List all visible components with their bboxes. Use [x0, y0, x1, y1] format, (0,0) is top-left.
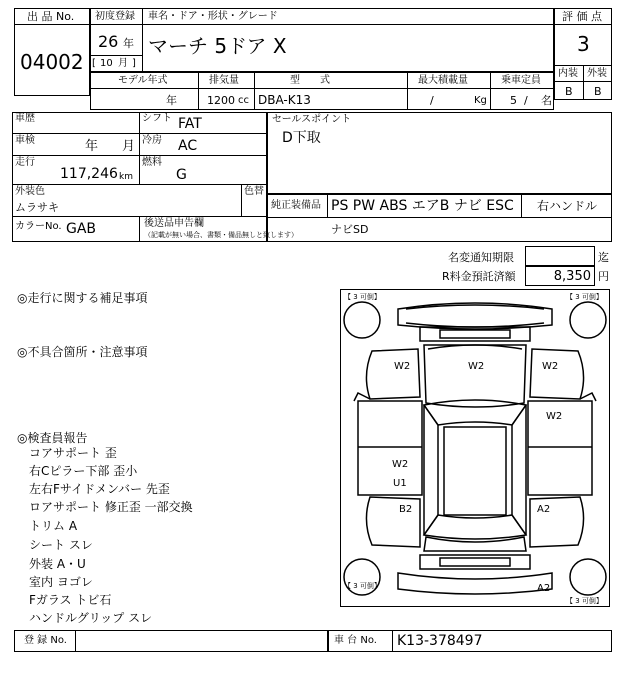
- year-unit: 年: [123, 37, 134, 50]
- car-name-label: 車名・ドア・形状・グレード: [148, 11, 278, 22]
- inspection-label: 車検: [15, 135, 35, 146]
- inspector-report-label: ◎検査員報告: [17, 431, 88, 445]
- corner-label-bl: 【 3 可倒】: [344, 582, 381, 590]
- car-name: マーチ 5ドア X: [148, 34, 287, 58]
- month-bracket-open: [: [92, 58, 96, 69]
- capacity-unit: 名: [541, 94, 552, 107]
- windshield: [424, 400, 526, 425]
- notice-value-box: [525, 246, 595, 266]
- hood: [424, 345, 526, 407]
- inspector-line: ハンドルグリップ スレ: [29, 611, 153, 625]
- rear-bumper: [398, 573, 552, 594]
- inspection-year-unit: 年: [85, 139, 99, 154]
- damage-mark: W2: [542, 361, 559, 372]
- notice-unit: 迄: [598, 251, 609, 264]
- car-damage-diagram: [340, 289, 610, 607]
- equipment-label: 純正装備品: [271, 200, 321, 211]
- after-note: （記載が無い場合、書類・備品無しと致します）: [144, 231, 298, 239]
- chassis-no-value: K13-378497: [397, 633, 483, 649]
- displacement-unit: cc: [238, 95, 249, 106]
- damage-mark: U1: [393, 478, 407, 489]
- damage-mark: W2: [392, 459, 409, 470]
- tire-rear-right: [570, 559, 606, 595]
- body-left: [358, 401, 422, 495]
- color-value: ムラサキ: [15, 201, 59, 214]
- corner-label-br: 【 3 可倒】: [566, 597, 603, 605]
- inspector-line: Fガラス トビ石: [29, 593, 112, 607]
- type-label: 型 式: [290, 75, 330, 86]
- fuel-value: G: [176, 167, 187, 183]
- steering-value: 右ハンドル: [537, 199, 598, 213]
- damage-mark: A2: [537, 504, 551, 515]
- max-load-label: 最大積載量: [418, 75, 468, 86]
- model-year-unit: 年: [166, 94, 177, 107]
- registration-year: 26: [98, 32, 119, 51]
- inspector-line: 右Cピラー下部 歪小: [29, 464, 138, 478]
- color-code-label: カラーNo.: [15, 221, 62, 232]
- displacement-label: 排気量: [209, 75, 239, 86]
- ac-value: AC: [178, 138, 198, 154]
- history-label: 車歴: [15, 113, 35, 124]
- corner-label-tl: 【 3 可倒】: [344, 293, 381, 301]
- inspector-line: 左右Fサイドメンバー 先歪: [29, 482, 170, 496]
- inspector-line: シート スレ: [29, 538, 93, 552]
- tire-front-right: [570, 302, 606, 338]
- damage-mark: A2: [537, 583, 551, 594]
- max-load-unit: Kg: [474, 95, 487, 106]
- inspection-month-unit: 月: [122, 139, 136, 154]
- exterior-grade: B: [594, 85, 602, 98]
- damage-mark: W2: [468, 361, 485, 372]
- inspector-line: 外装 A・U: [29, 557, 86, 571]
- max-load-separator: /: [430, 94, 434, 107]
- recycle-label: R料金預託済額: [442, 270, 516, 283]
- reg-no-label: 登 録 No.: [24, 635, 67, 646]
- color-code: GAB: [66, 221, 97, 237]
- interior-grade: B: [565, 85, 573, 98]
- rear-window: [424, 515, 526, 539]
- lot-label: 出 品 No.: [27, 10, 75, 23]
- interior-label: 内装: [558, 68, 578, 79]
- ac-label: 冷房: [142, 135, 162, 146]
- inspector-line: トリム A: [29, 519, 78, 533]
- front-right-fender: [530, 349, 584, 399]
- front-left-fender: [366, 349, 420, 399]
- shift-label: シフト: [142, 113, 172, 124]
- tire-front-left: [344, 302, 380, 338]
- first-registration-label: 初度登録: [95, 11, 135, 22]
- inspector-line: コアサポート 歪: [29, 446, 117, 460]
- defect-notes-label: ◎不具合箇所・注意事項: [17, 345, 148, 359]
- recycle-unit: 円: [598, 270, 609, 283]
- sales-point-label: セールスポイント: [272, 114, 352, 125]
- model-year-label: モデル年式: [118, 75, 168, 86]
- mileage-value: 117,246: [60, 166, 118, 182]
- capacity-value: 5: [510, 94, 517, 107]
- sales-point-value: D下取: [282, 130, 321, 146]
- repaint-label: 色替: [244, 186, 264, 197]
- color-label: 外装色: [15, 186, 45, 197]
- registration-month: 10: [100, 58, 113, 69]
- after-label: 後送品申告欄: [144, 218, 204, 229]
- equipment-value: PS PW ABS エアB ナビ ESC: [331, 198, 514, 214]
- capacity-separator: /: [524, 94, 528, 107]
- rear-plate: [420, 555, 530, 569]
- model-code: DBA-K13: [258, 93, 311, 107]
- capacity-label: 乗車定員: [501, 75, 541, 86]
- score-value: 3: [577, 32, 590, 56]
- inspector-line: 室内 ヨゴレ: [29, 575, 93, 589]
- after-value: ナビSD: [331, 223, 369, 236]
- roof: [444, 427, 506, 515]
- mileage-unit: km: [119, 172, 133, 182]
- inspector-line: ロアサポート 修正歪 一部交換: [29, 500, 193, 514]
- damage-mark: W2: [546, 411, 563, 422]
- month-bracket-close: ]: [132, 58, 136, 69]
- mileage-label: 走行: [15, 157, 35, 168]
- lot-number: 04002: [20, 50, 84, 74]
- corner-label-tr: 【 3 可倒】: [566, 293, 603, 301]
- month-unit: 月: [118, 58, 128, 69]
- shift-value: FAT: [178, 116, 202, 132]
- exterior-label: 外装: [587, 68, 607, 79]
- damage-mark: W2: [394, 361, 411, 372]
- after-value-box: [267, 218, 612, 242]
- recycle-value: 8,350: [553, 269, 591, 284]
- score-label: 評 価 点: [562, 10, 602, 23]
- fuel-label: 燃料: [142, 157, 162, 168]
- driving-notes-label: ◎走行に関する補足事項: [17, 291, 148, 305]
- notice-label: 名変通知期限: [448, 251, 514, 264]
- chassis-no-label: 車 台 No.: [334, 635, 377, 646]
- displacement-value: 1200: [207, 94, 235, 107]
- damage-mark: B2: [399, 504, 413, 515]
